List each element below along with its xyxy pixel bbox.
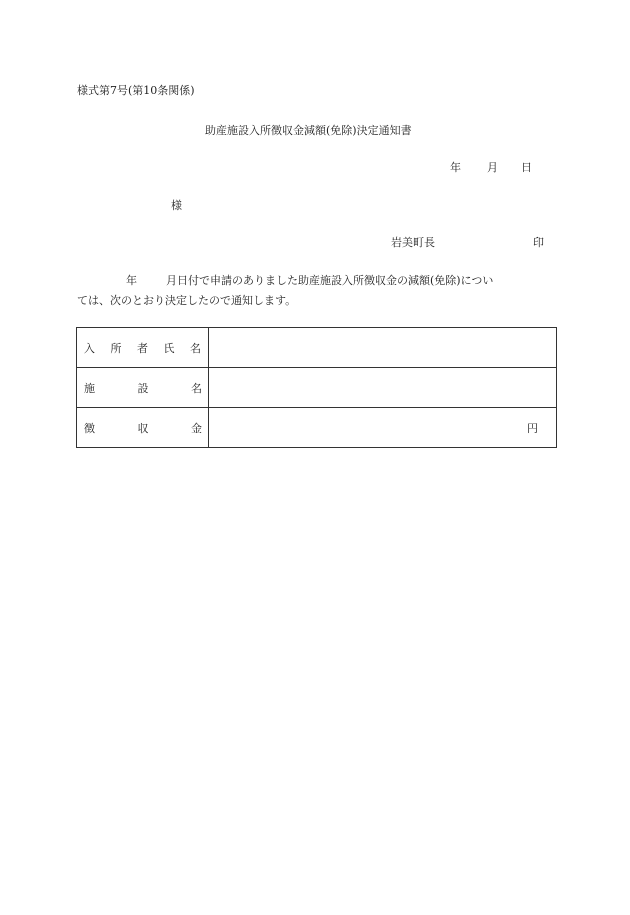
label-char: 入 bbox=[84, 341, 95, 355]
label-char: 名 bbox=[191, 381, 202, 395]
table-label-cell bbox=[77, 368, 209, 408]
notice-body bbox=[77, 271, 559, 311]
facility-name-field[interactable] bbox=[209, 368, 557, 408]
date-day-label: 日 bbox=[521, 161, 532, 174]
label-char: 設 bbox=[137, 381, 149, 395]
seal-mark: 印 bbox=[533, 236, 544, 249]
label-char: 氏 bbox=[163, 341, 175, 355]
label-char: 施 bbox=[84, 381, 95, 395]
table-row bbox=[77, 368, 557, 408]
label-char: 金 bbox=[191, 421, 202, 435]
info-table bbox=[76, 327, 557, 448]
fee-amount-field[interactable]: 円 bbox=[209, 408, 557, 448]
label-char: 者 bbox=[137, 341, 148, 355]
recipient-honorific: 様 bbox=[171, 199, 182, 212]
label-char: 所 bbox=[110, 341, 122, 355]
label-char: 名 bbox=[190, 341, 201, 355]
table-row bbox=[77, 408, 557, 448]
date-year-label: 年 bbox=[450, 161, 461, 174]
table-row bbox=[77, 328, 557, 368]
body-year-label: 年 bbox=[126, 274, 137, 287]
table-label-cell bbox=[77, 328, 209, 368]
form-number: 様式第7号(第10条関係) bbox=[77, 84, 195, 97]
date-month-label: 月 bbox=[487, 161, 498, 174]
resident-name-field[interactable] bbox=[209, 328, 557, 368]
body-day-text: 日付で申請のありました助産施設入所徴収金の減額(免除)につい bbox=[177, 274, 494, 287]
body-month-label: 月 bbox=[166, 274, 177, 287]
issuer-name: 岩美町長 bbox=[391, 236, 435, 249]
label-char: 収 bbox=[137, 421, 149, 435]
notice-body-line-1 bbox=[77, 271, 559, 291]
document-title: 助産施設入所徴収金減額(免除)決定通知書 bbox=[205, 124, 412, 137]
label-char: 徴 bbox=[84, 421, 95, 435]
notice-body-line-2: ては、次のとおり決定したので通知します。 bbox=[77, 294, 297, 307]
table-label-cell bbox=[77, 408, 209, 448]
